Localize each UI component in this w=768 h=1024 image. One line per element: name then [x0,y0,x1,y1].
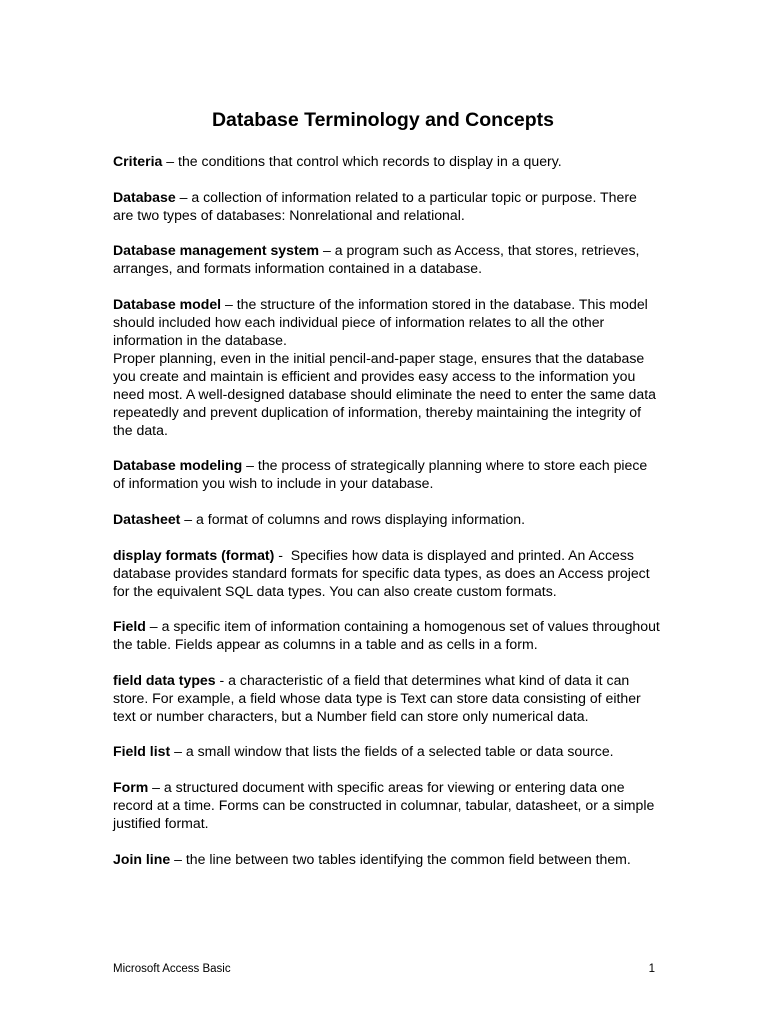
term-separator: – [319,242,335,259]
glossary-term: display formats (format) [113,546,275,563]
glossary-definition: the line between two tables identifying the common field between them. [185,850,631,867]
term-separator: – [180,510,197,527]
glossary-entry [113,546,661,600]
glossary-term: Database modeling [113,457,243,474]
term-separator: – [170,743,186,760]
glossary-definition: a characteristic of a field that determines what kind of data it can store. For example, a field whose data type is Text can store data consisting of either text or number characters, but a Number field can store only numerical data. [113,671,641,724]
glossary-entry [113,510,661,528]
glossary-definition: a collection of information related to a particular topic or purpose. There are two types of databases: Nonrelational and relational. [113,188,637,223]
glossary-term: Criteria [113,153,163,169]
glossary-term: Form [113,778,149,795]
term-separator: – [242,457,258,474]
glossary-term: Field list [113,743,171,760]
glossary-definition: the process of strategically planning where to store each piece of information you wish to include in your database. [113,457,648,492]
glossary-definition: a program such as Access, that stores, retrieves, arranges, and formats information contained in a database. [113,242,640,277]
glossary-definition: the conditions that control which records to display in a query. [178,153,562,169]
glossary-definition: a structured document with specific areas for viewing or entering data one record at a time. Forms can be constructed in columnar, tabular, datasheet, or a simple justified format. [113,778,655,831]
document-page [113,0,661,1024]
glossary-entry [113,295,661,439]
glossary-entry [113,778,661,832]
page-number: 1 [648,963,655,975]
glossary-entry [113,617,661,653]
glossary-definition: a format of columns and rows displaying information. [196,510,526,527]
glossary-definition: the structure of the information stored in the database. This model should included how each individual piece of information relates to all the other information in the database. [113,295,648,348]
glossary-entry [113,188,661,224]
term-separator: – [145,618,162,635]
glossary-term: Datasheet [113,510,181,527]
footer-document-name: Microsoft Access Basic [113,963,231,975]
glossary-entry [113,742,661,760]
term-separator: – [148,778,164,795]
glossary-definition: a specific item of information containing a homogenous set of values throughout the table. Fields appear as columns in a table and as cells in a form. [113,618,660,653]
glossary-term: Database model [113,295,222,312]
glossary-extra-paragraph: Proper planning, even in the initial pencil-and-paper stage, ensures that the database you create and maintain is efficient and provides easy access to the information you need most. A well-designed database should eliminate the need to enter the same data repeatedly and prevent duplication of information, thereby maintaining the integrity of the data. [113,349,656,438]
term-separator: – [221,295,237,312]
glossary-entry [113,850,661,868]
glossary-term: Field [113,618,146,635]
term-separator: – [170,850,186,867]
glossary-term: Database management system [113,242,320,259]
term-separator: - [274,546,291,563]
glossary-term: Join line [113,850,171,867]
page-title: Database Terminology and Concepts [211,109,555,131]
glossary-term: Database [113,188,176,205]
glossary-entry [113,456,661,492]
glossary-list [113,152,661,885]
glossary-definition: a small window that lists the fields of a selected table or data source. [185,743,614,760]
glossary-definition: Specifies how data is displayed and printed. An Access database provides standard formats for specific data types, as does an Access project for the equivalent SQL data types. You can also create custom formats. [113,546,650,599]
glossary-entry [113,671,661,725]
term-separator: – [175,188,192,205]
glossary-entry [113,241,661,277]
glossary-entry [113,152,661,170]
term-separator: - [215,671,229,688]
term-separator: – [162,153,179,169]
glossary-term: field data types [113,671,216,688]
